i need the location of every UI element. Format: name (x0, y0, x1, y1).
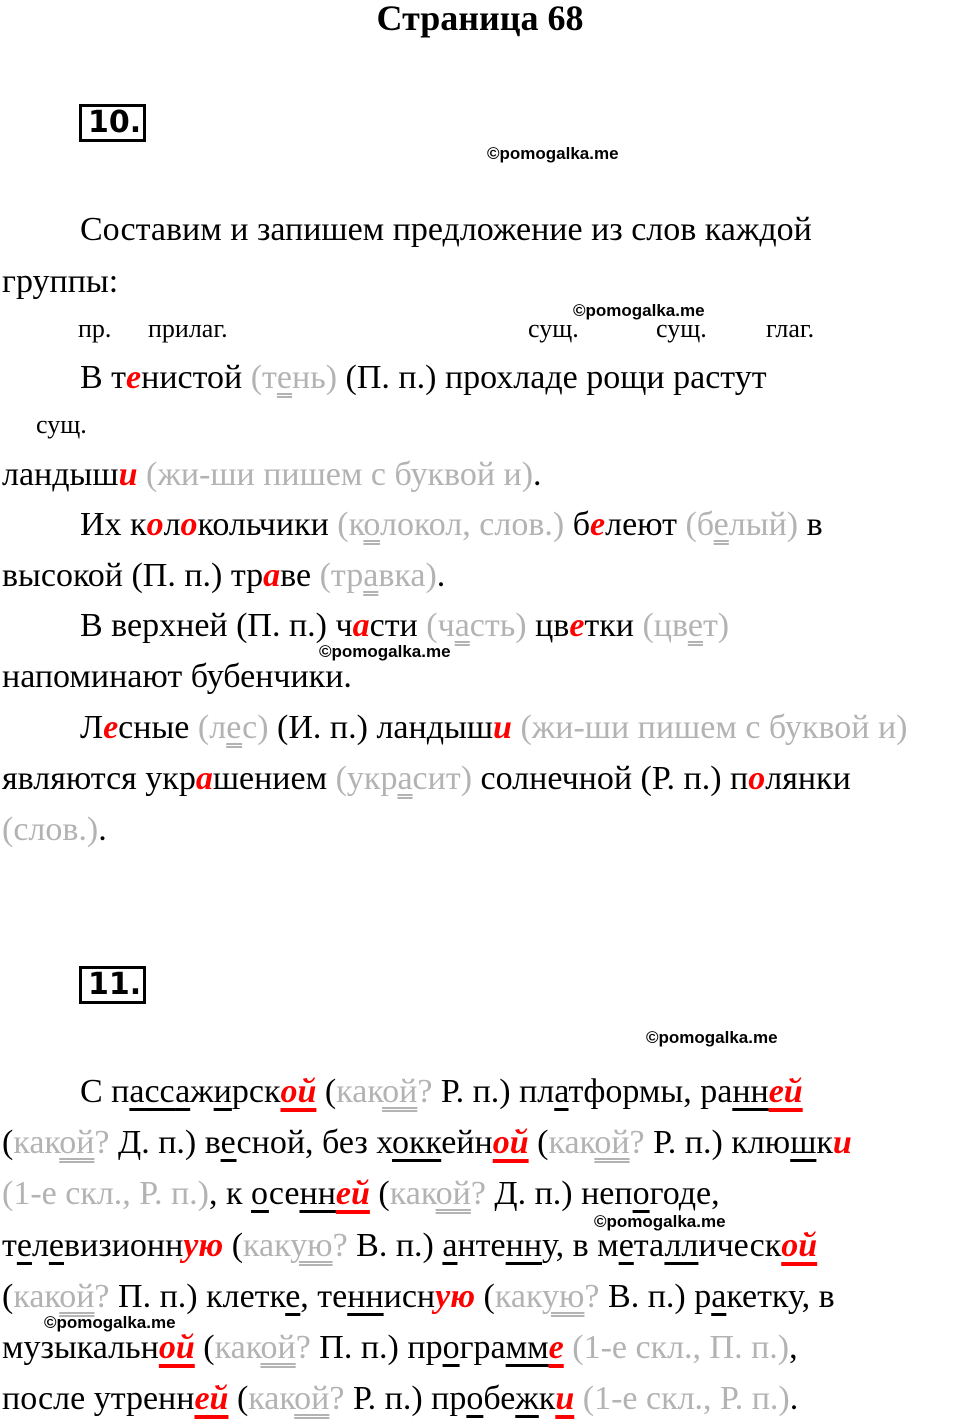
underlined-letter: нн (732, 1073, 769, 1110)
highlight-ending: ой (280, 1073, 317, 1110)
highlight-ending: ей (194, 1380, 229, 1417)
underlined-letter: сс (144, 1073, 176, 1110)
highlight-letter: а (352, 607, 370, 644)
text: рск (231, 1073, 281, 1110)
task-number-label: 10. (88, 105, 142, 140)
underlined-letter: а (442, 1227, 458, 1264)
hint-ending: ой (382, 1073, 418, 1110)
underlined-letter: мм (505, 1329, 549, 1366)
text: ( (369, 1175, 390, 1212)
hint-ending: ой (260, 1329, 296, 1366)
task11-line4 (2, 1226, 817, 1266)
text: являются укр (2, 760, 196, 797)
highlight-ending: ой (781, 1227, 818, 1264)
watermark: ©pomogalka.me (44, 1313, 176, 1332)
hint-text: (л (197, 709, 227, 746)
text: напоминают бубенчики. (2, 658, 352, 695)
underlined-letter: е (618, 1227, 634, 1264)
hint-text: ? (329, 1380, 345, 1417)
text: лянки (765, 760, 851, 797)
label-noun: сущ. (36, 410, 87, 439)
highlight-ending: ой (158, 1329, 195, 1366)
label-preposition: пр. (78, 314, 112, 343)
text: В верхней (П. п.) ч (80, 607, 353, 644)
task10-sentence1-line2 (2, 455, 542, 495)
text: ( (2, 1124, 14, 1161)
task11-line3 (2, 1174, 720, 1214)
text: П. п.) пр (310, 1329, 443, 1366)
text: ( (194, 1329, 215, 1366)
label-noun: сущ. (528, 314, 579, 343)
text: годе, (649, 1175, 720, 1212)
watermark: ©pomogalka.me (487, 144, 619, 163)
text: ( (316, 1073, 337, 1110)
hint-ending: ой (59, 1278, 95, 1315)
hint-text: как (494, 1278, 543, 1315)
hint-text: (цв (642, 607, 688, 644)
text: . (533, 456, 542, 493)
hint-text: вка) (378, 557, 437, 594)
text: ландыш (2, 456, 119, 493)
underlined-letter: е (48, 1227, 65, 1264)
hint (642, 607, 729, 644)
text: кетку, в (726, 1278, 835, 1315)
text: б (564, 506, 591, 543)
underlined-letter: а (175, 1073, 191, 1110)
text: солнечной (Р. п.) п (472, 760, 749, 797)
highlight-letter: и (118, 456, 138, 493)
text: л (163, 506, 181, 543)
task10-sentence1-line1 (80, 358, 767, 398)
hint-stressed-letter: е (226, 709, 243, 746)
hint-text: как (13, 1124, 60, 1161)
watermark: ©pomogalka.me (594, 1212, 726, 1231)
hint-text: как (389, 1175, 436, 1212)
text: леют (605, 506, 686, 543)
task-number-10 (79, 104, 146, 142)
hint-stressed-letter: е (713, 506, 729, 543)
highlight-ending: ей (768, 1073, 803, 1110)
underlined-letter: о (466, 1380, 484, 1417)
text: Д. п.) неп (485, 1175, 633, 1212)
hint-ending: ой (594, 1124, 630, 1161)
text: Р. п.) пл (432, 1073, 555, 1110)
underlined-letter: а (129, 1073, 145, 1110)
highlight-ending: и (555, 1380, 575, 1417)
watermark: ©pomogalka.me (573, 301, 705, 320)
hint (426, 607, 526, 644)
text: кольчики (197, 506, 338, 543)
hint-text: (ч (426, 607, 455, 644)
hint-text: ? (94, 1278, 110, 1315)
text: Л (80, 709, 104, 746)
hint (337, 506, 564, 543)
task10-sentence3-line2 (2, 657, 352, 697)
hint-text: т) (702, 607, 730, 644)
page-title: Страница 68 (376, 0, 584, 38)
hint: (жи-ши пишем с буквой и) (511, 709, 908, 746)
task11-line5 (2, 1277, 835, 1317)
underlined-letter: а (711, 1278, 727, 1315)
text: ( (223, 1227, 244, 1264)
task10-intro-line1: Составим и запишем предложение из слов каждой (80, 211, 812, 248)
task10-sentence4-line1 (80, 708, 908, 748)
underlined-letter: окк (392, 1124, 442, 1161)
highlight-ending: ую (435, 1278, 476, 1315)
underlined-letter: ш (790, 1124, 817, 1161)
text: . (436, 557, 446, 594)
text: л (31, 1227, 49, 1264)
text: бе (483, 1380, 516, 1417)
task11-line2 (2, 1123, 852, 1163)
highlight-ending: ую (183, 1227, 224, 1264)
hint-text: как (243, 1227, 291, 1264)
highlight-letter: е (126, 359, 142, 396)
text: ( (2, 1278, 14, 1315)
text: к (816, 1124, 833, 1161)
hint-text: как (336, 1073, 383, 1110)
hint-text: ? (94, 1124, 110, 1161)
highlight-letter: а (263, 557, 281, 594)
highlight-ending: ой (492, 1124, 529, 1161)
text: . (789, 1380, 799, 1417)
underlined-letter: е (16, 1227, 32, 1264)
hint: (1-е скл., Р. п.) (2, 1175, 209, 1212)
text: С п (80, 1073, 130, 1110)
text: , к (209, 1175, 252, 1212)
hint-text: ? (584, 1278, 600, 1315)
text: ическ (698, 1227, 782, 1264)
hint-text: (к (337, 506, 364, 543)
highlight-letter: о (146, 506, 164, 543)
text: цв (526, 607, 570, 644)
text: се (268, 1175, 300, 1212)
text: Р. п.) пр (344, 1380, 467, 1417)
text: нистой (141, 359, 251, 396)
text: музыкальн (2, 1329, 159, 1366)
hint-text: ? (295, 1329, 311, 1366)
hint-text: ? (470, 1175, 486, 1212)
underlined-letter: а (554, 1073, 569, 1110)
hint: (1-е скл., Р. п.) (574, 1380, 790, 1417)
task10-sentence2-line2 (2, 556, 445, 596)
underlined-letter: лл (664, 1227, 699, 1264)
text: высокой (П. п.) тр (2, 557, 264, 594)
hint-text: нь) (292, 359, 338, 396)
hint-text: ? (629, 1124, 645, 1161)
highlight-ending: и (832, 1124, 852, 1161)
text: В. п.) (347, 1227, 443, 1264)
underlined-letter: е (220, 1124, 237, 1161)
text: в (798, 506, 823, 543)
hint-stressed-letter: а (363, 557, 379, 594)
text: ве (280, 557, 320, 594)
highlight-letter: е (590, 506, 606, 543)
text: тформы, ра (568, 1073, 733, 1110)
underlined-letter: нн (299, 1175, 336, 1212)
highlight-letter: о (748, 760, 766, 797)
text: В т (80, 359, 127, 396)
text: Д. п.) в (109, 1124, 221, 1161)
task-number-11 (79, 966, 146, 1004)
text: у, в м (542, 1227, 619, 1264)
task11-line7 (2, 1379, 798, 1419)
watermark: ©pomogalka.me (319, 642, 451, 661)
label-verb: глаг. (766, 314, 815, 343)
text: та (633, 1227, 665, 1264)
text: (И. п.) ландыш (268, 709, 494, 746)
hint-text: как (214, 1329, 261, 1366)
hint-ending: ой (294, 1380, 330, 1417)
hint: (жи-ши пишем с буквой и) (137, 456, 534, 493)
hint: (1-е скл., П. п.) (563, 1329, 790, 1366)
text: (П. п.) прохладе рощи растут (337, 359, 767, 396)
hint-stressed-letter: а (397, 760, 413, 797)
hint-text: как (248, 1380, 295, 1417)
text: П. п.) клетк (109, 1278, 286, 1315)
label-adjective: прилаг. (148, 314, 228, 343)
text: ейн (441, 1124, 493, 1161)
text: к (538, 1380, 556, 1417)
text: визионн (64, 1227, 184, 1264)
hint-stressed-letter: е (687, 607, 703, 644)
text: т (2, 1227, 17, 1264)
hint-text: ? (417, 1073, 433, 1110)
text: исн (383, 1278, 436, 1315)
underlined-letter: е (285, 1278, 301, 1315)
highlight-letter: и (493, 709, 512, 746)
highlight-ending: ей (335, 1175, 370, 1212)
hint-stressed-letter: а (454, 607, 470, 644)
task10-sentence2-line1 (80, 505, 823, 545)
hint-text: сть) (469, 607, 527, 644)
highlight-ending: е (548, 1329, 564, 1366)
underlined-letter: и (213, 1073, 232, 1110)
text: шением (212, 760, 336, 797)
task11-line1 (80, 1072, 803, 1112)
text: ( (475, 1278, 495, 1315)
task10-sentence3-line1 (80, 606, 729, 646)
hint-text: (б (685, 506, 714, 543)
hint-text: (укр (335, 760, 398, 797)
hint-stressed-letter: о (363, 506, 380, 543)
text: ( (528, 1124, 549, 1161)
text: сной, без х (236, 1124, 393, 1161)
text: сные (118, 709, 198, 746)
hint (320, 557, 437, 594)
hint-stressed-letter: е (276, 359, 293, 396)
hint-text: (т (250, 359, 277, 396)
hint-text: сит) (412, 760, 473, 797)
watermark: ©pomogalka.me (646, 1028, 778, 1047)
hint: (слов.) (2, 811, 99, 848)
underlined-letter: нн (505, 1227, 543, 1264)
highlight-letter: е (103, 709, 119, 746)
task10-sentence4-line2 (2, 759, 851, 799)
text: после утренн (2, 1380, 195, 1417)
hint-text: с) (242, 709, 269, 746)
highlight-letter: а (195, 760, 213, 797)
text: ( (228, 1380, 249, 1417)
hint-ending: ой (435, 1175, 471, 1212)
hint-text: как (548, 1124, 595, 1161)
highlight-letter: о (180, 506, 198, 543)
text: ж (190, 1073, 214, 1110)
text: тки (584, 607, 643, 644)
underlined-letter: ж (515, 1380, 539, 1417)
hint (336, 760, 472, 797)
hint (685, 506, 798, 543)
label-noun: сущ. (656, 314, 707, 343)
text: нте (457, 1227, 506, 1264)
task11-line6 (2, 1328, 798, 1368)
hint (198, 709, 269, 746)
text: , (789, 1329, 798, 1366)
task10-sentence4-line3 (2, 810, 107, 850)
hint-text: локол, слов.) (379, 506, 565, 543)
hint (251, 359, 337, 396)
hint-text: ? (332, 1227, 348, 1264)
underlined-letter: о (632, 1175, 650, 1212)
highlight-letter: е (569, 607, 585, 644)
text: . (98, 811, 107, 848)
text: , те (300, 1278, 348, 1315)
underlined-letter: нн (347, 1278, 384, 1315)
hint-text: (тр (319, 557, 364, 594)
hint-ending: ой (59, 1124, 95, 1161)
task10-intro-line2: группы: (2, 263, 119, 300)
text: В. п.) р (599, 1278, 712, 1315)
task-number-label: 11. (88, 967, 142, 1002)
hint-ending: ую (542, 1278, 585, 1315)
text: Их к (80, 506, 147, 543)
hint-text: лый) (728, 506, 799, 543)
hint-ending: ую (290, 1227, 333, 1264)
hint-text: как (13, 1278, 60, 1315)
text: Р. п.) клю (644, 1124, 791, 1161)
underlined-letter: о (442, 1329, 460, 1366)
text: сти (369, 607, 427, 644)
text: гра (459, 1329, 506, 1366)
underlined-letter: о (251, 1175, 269, 1212)
